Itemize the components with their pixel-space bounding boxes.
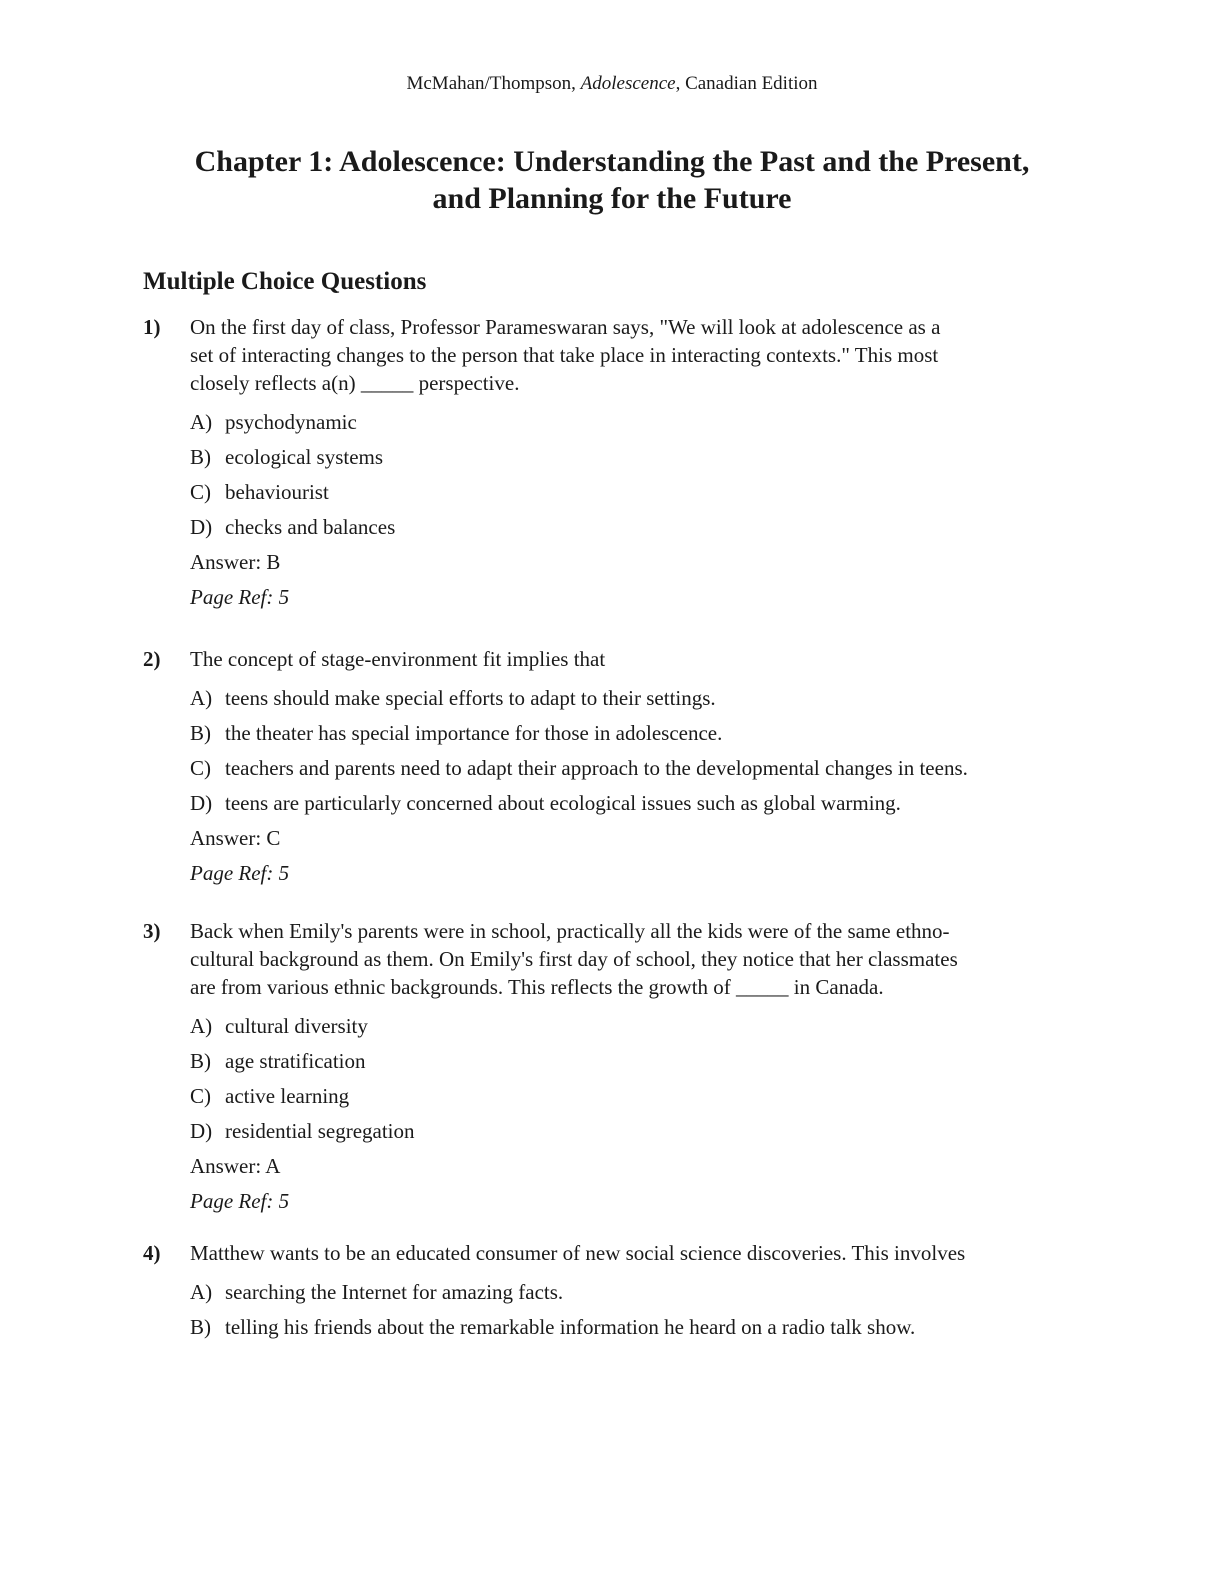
option-c: C) teachers and parents need to adapt their approach to the developmental changes in teens. xyxy=(190,756,968,780)
chapter-title xyxy=(110,143,1114,217)
option-list xyxy=(190,1278,1083,1348)
question-number: 4) xyxy=(143,1241,161,1265)
header-authors: McMahan/Thompson, xyxy=(406,73,581,94)
question-stem-line: are from various ethnic backgrounds. This reflects the growth of _____ in Canada. xyxy=(190,975,884,999)
question-stem xyxy=(190,1239,1080,1267)
question-stem-line: Back when Emily's parents were in school, practically all the kids were of the same ethno- xyxy=(190,919,950,943)
option-a: A) psychodynamic xyxy=(190,410,357,434)
question-stem xyxy=(190,917,1080,1001)
option-list xyxy=(190,408,1083,548)
question-3 xyxy=(143,917,1083,1215)
page-reference: Page Ref: 5 xyxy=(190,1189,290,1213)
option-d: D) teens are particularly concerned about ecological issues such as global warming. xyxy=(190,791,901,815)
question-stem xyxy=(190,313,1080,397)
answer-key: Answer: B xyxy=(190,550,281,574)
option-d: D) checks and balances xyxy=(190,515,396,539)
answer-key: Answer: C xyxy=(190,826,281,850)
question-stem-line: set of interacting changes to the person that take place in interacting contexts." This most xyxy=(190,343,939,367)
option-list xyxy=(190,684,1083,824)
question-4 xyxy=(143,1239,1083,1348)
question-stem-line: cultural background as them. On Emily's first day of school, they notice that her classmates xyxy=(190,947,958,971)
question-1 xyxy=(143,313,1083,611)
option-c: C) active learning xyxy=(190,1084,350,1108)
header-book-title: Adolescence xyxy=(580,73,676,94)
option-b: B) age stratification xyxy=(190,1049,366,1073)
option-b: B) telling his friends about the remarkable information he heard on a radio talk show. xyxy=(190,1315,916,1339)
option-list xyxy=(190,1012,1083,1152)
question-number: 1) xyxy=(143,315,161,339)
option-b: B) ecological systems xyxy=(190,445,384,469)
chapter-title-line-1: Chapter 1: Adolescence: Understanding the Past and the Present, xyxy=(194,145,1030,178)
question-stem-line: Matthew wants to be an educated consumer of new social science discoveries. This involves xyxy=(190,1241,966,1265)
question-2 xyxy=(143,645,1083,887)
option-a: A) teens should make special efforts to adapt to their settings. xyxy=(190,686,716,710)
question-number: 3) xyxy=(143,919,161,943)
question-stem-line: closely reflects a(n) _____ perspective. xyxy=(190,371,520,395)
running-header xyxy=(0,72,1224,96)
question-stem-line: The concept of stage-environment fit implies that xyxy=(190,647,606,671)
header-edition: , Canadian Edition xyxy=(675,73,818,94)
page-reference: Page Ref: 5 xyxy=(190,861,290,885)
section-heading: Multiple Choice Questions xyxy=(143,268,427,295)
page-reference: Page Ref: 5 xyxy=(190,585,290,609)
answer-key: Answer: A xyxy=(190,1154,281,1178)
question-stem-line: On the first day of class, Professor Parameswaran says, "We will look at adolescence as a xyxy=(190,315,941,339)
option-a: A) searching the Internet for amazing facts. xyxy=(190,1280,564,1304)
option-c: C) behaviourist xyxy=(190,480,329,504)
question-number: 2) xyxy=(143,647,161,671)
option-d: D) residential segregation xyxy=(190,1119,415,1143)
option-a: A) cultural diversity xyxy=(190,1014,368,1038)
chapter-title-line-2: and Planning for the Future xyxy=(432,182,792,215)
question-stem xyxy=(190,645,1080,673)
option-b: B) the theater has special importance for those in adolescence. xyxy=(190,721,723,745)
